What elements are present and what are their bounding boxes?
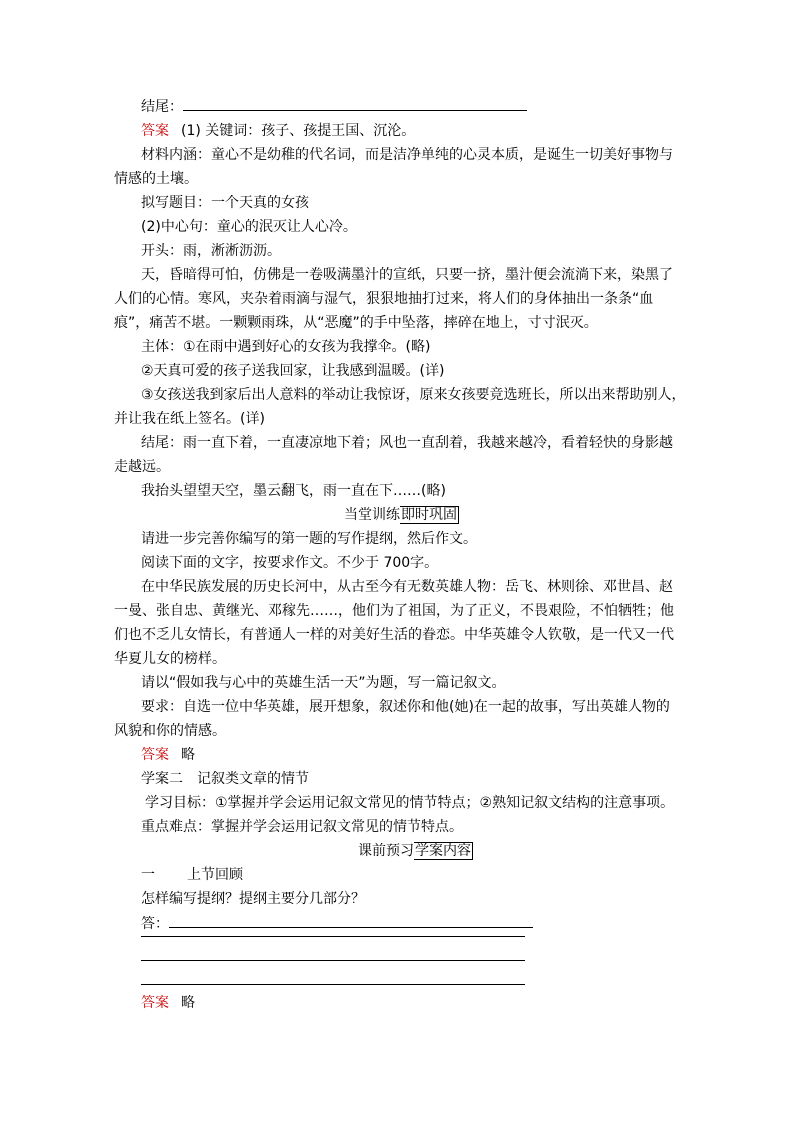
item-number: 一	[141, 867, 155, 883]
end-line-2: 走越远。	[114, 459, 170, 475]
training-answer-line	[141, 747, 195, 763]
opening-line: 开头：雨，淅淅沥沥。	[141, 243, 281, 259]
answer-blank-4	[141, 984, 525, 985]
training-p2: 阅读下面的文字，按要求作文。不少于 700字。	[141, 555, 439, 571]
para1-line-2: 人们的心情。寒风，夹杂着雨滴与湿气，狠狠地抽打过来，将人们的身体抽出一条条“血	[114, 291, 654, 307]
end-line-1: 结尾：雨一直下着，一直凄凉地下着；风也一直刮着，我越来越冷，看着轻快的身影越	[141, 435, 673, 451]
training-p3-line-3: 们也不乏儿女情长，有普通人一样的对美好生活的眷恋。中华英雄令人钦敬，是一代又一代	[114, 627, 674, 643]
requirement-line-2: 风貌和你的情感。	[114, 723, 226, 739]
answer-blank-2	[141, 936, 525, 937]
answer-label: 答案	[141, 995, 169, 1011]
ending-blank	[183, 98, 527, 111]
material-line-1: 材料内涵：童心不是幼稚的代名词，而是洁净单纯的心灵本质，是诞生一切美好事物与	[141, 147, 673, 163]
section-heading-preview	[358, 843, 473, 859]
training-p3-line-2: 一曼、张自忠、黄继光、邓稼先……，他们为了祖国，为了正义，不畏艰险，不怕牺牲；他	[114, 603, 674, 619]
heading-part-a: 课前预习	[358, 843, 414, 859]
preview-answer-line	[141, 995, 195, 1011]
answer-1-line	[141, 123, 415, 139]
requirement-line-1: 要求：自选一位中华英雄，展开想象，叙述你和他(她)在一起的故事，写出英雄人物的	[141, 699, 670, 715]
title-line: 拟写题目：一个天真的女孩	[141, 195, 309, 211]
heading-part-b: 即时巩固	[401, 507, 457, 523]
answer-2-line: (2)中心句：童心的泯灭让人心冷。	[141, 219, 357, 235]
case-label: 学案二	[141, 771, 183, 787]
training-p4: 请以“假如我与心中的英雄生活一天”为题，写一篇记叙文。	[141, 675, 506, 691]
section-heading-training	[344, 507, 459, 523]
answer-1-text: (1) 关键词：孩子、孩提王国、沉沦。	[181, 123, 416, 139]
answer-prompt: 答：	[141, 916, 169, 932]
body-line-3a: ③女孩送我到家后出人意料的举动让我惊讶，原来女孩要竞选班长，所以出来帮助别人，	[141, 387, 686, 403]
heading-part-a: 当堂训练	[344, 507, 400, 523]
training-p3-line-1: 在中华民族发展的历史长河中，从古至今有无数英雄人物：岳飞、林则徐、邓世昌、赵	[141, 579, 673, 595]
body-line-1: 主体：①在雨中遇到好心的女孩为我撑伞。(略)	[141, 339, 431, 355]
review-heading	[141, 867, 243, 883]
answer-prompt-line	[141, 915, 533, 932]
answer-label: 答案	[141, 747, 169, 763]
case-title-line	[141, 771, 309, 787]
answer-label: 答案	[141, 123, 169, 139]
ending-line	[141, 98, 527, 115]
heading-part-b: 学案内容	[415, 843, 471, 859]
body-line-3b: 并让我在纸上签名。(详)	[114, 411, 265, 427]
training-p3-line-4: 华夏儿女的榜样。	[114, 651, 226, 667]
case-title: 记叙类文章的情节	[197, 771, 309, 787]
training-p1: 请进一步完善你编写的第一题的写作提纲，然后作文。	[141, 531, 477, 547]
end-line-3: 我抬头望望天空，墨云翻飞，雨一直在下……(略)	[141, 483, 446, 499]
answer-text: 略	[181, 995, 195, 1011]
ending-label: 结尾：	[141, 99, 183, 115]
answer-text: 略	[181, 747, 195, 763]
para1-line-1: 天，昏暗得可怕，仿佛是一卷吸满墨汁的宣纸，只要一挤，墨汁便会流淌下来，染黑了	[141, 267, 673, 283]
body-line-2: ②天真可爱的孩子送我回家，让我感到温暖。(详)	[141, 363, 445, 379]
review-title: 上节回顾	[187, 867, 243, 883]
answer-blank-1	[169, 915, 533, 928]
para1-line-3: 痕”，痛苦不堪。一颗颗雨珠，从“恶魔”的手中坠落，摔碎在地上，寸寸泯灭。	[114, 315, 598, 331]
answer-blank-3	[141, 960, 525, 961]
key-points: 重点难点：掌握并学会运用记叙文常见的情节特点。	[141, 819, 463, 835]
review-question: 怎样编写提纲？提纲主要分几部分？	[141, 891, 365, 907]
material-line-2: 情感的土壤。	[114, 171, 198, 187]
learning-goal: 学习目标：①掌握并学会运用记叙文常见的情节特点；②熟知记叙文结构的注意事项。	[145, 795, 675, 811]
